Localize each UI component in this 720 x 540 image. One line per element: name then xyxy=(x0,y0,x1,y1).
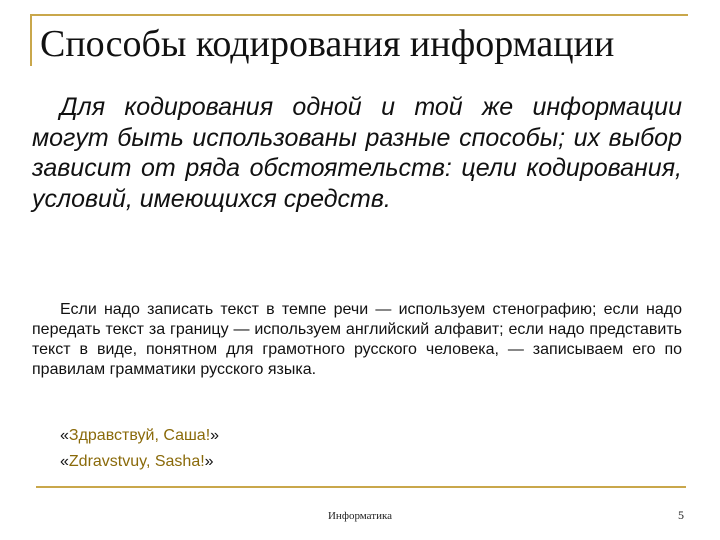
footer-divider xyxy=(36,486,686,488)
example-close-quote: » xyxy=(204,453,214,470)
example-transliterated xyxy=(60,452,214,472)
body-paragraph: Если надо записать текст в темпе речи — используем стенографию; если надо передать текст за границу — используем английский алфавит; если надо представить текст в виде, понятном для грамотного русского человека, — записываем его по правилам грамматики русского языка. xyxy=(32,301,682,378)
example-open-quote: « xyxy=(60,427,69,444)
slide-title: Способы кодирования информации xyxy=(40,23,615,65)
example-russian xyxy=(60,426,219,446)
footer-label: Информатика xyxy=(327,510,393,522)
page-number: 5 xyxy=(678,508,684,522)
example-open-quote: « xyxy=(60,453,69,470)
lead-paragraph: Для кодирования одной и той же информации могут быть использованы разные способы; их выбор зависит от ряда обстоятельств: цели кодирования, условий, имеющихся средств. xyxy=(32,93,682,213)
example-close-quote: » xyxy=(210,427,220,444)
example-word: Zdravstvuy, Sasha! xyxy=(68,453,205,470)
title-accent-vertical-line xyxy=(30,14,32,66)
example-word: Здравствуй, Саша! xyxy=(68,427,211,444)
title-accent-horizontal-line xyxy=(30,14,688,16)
